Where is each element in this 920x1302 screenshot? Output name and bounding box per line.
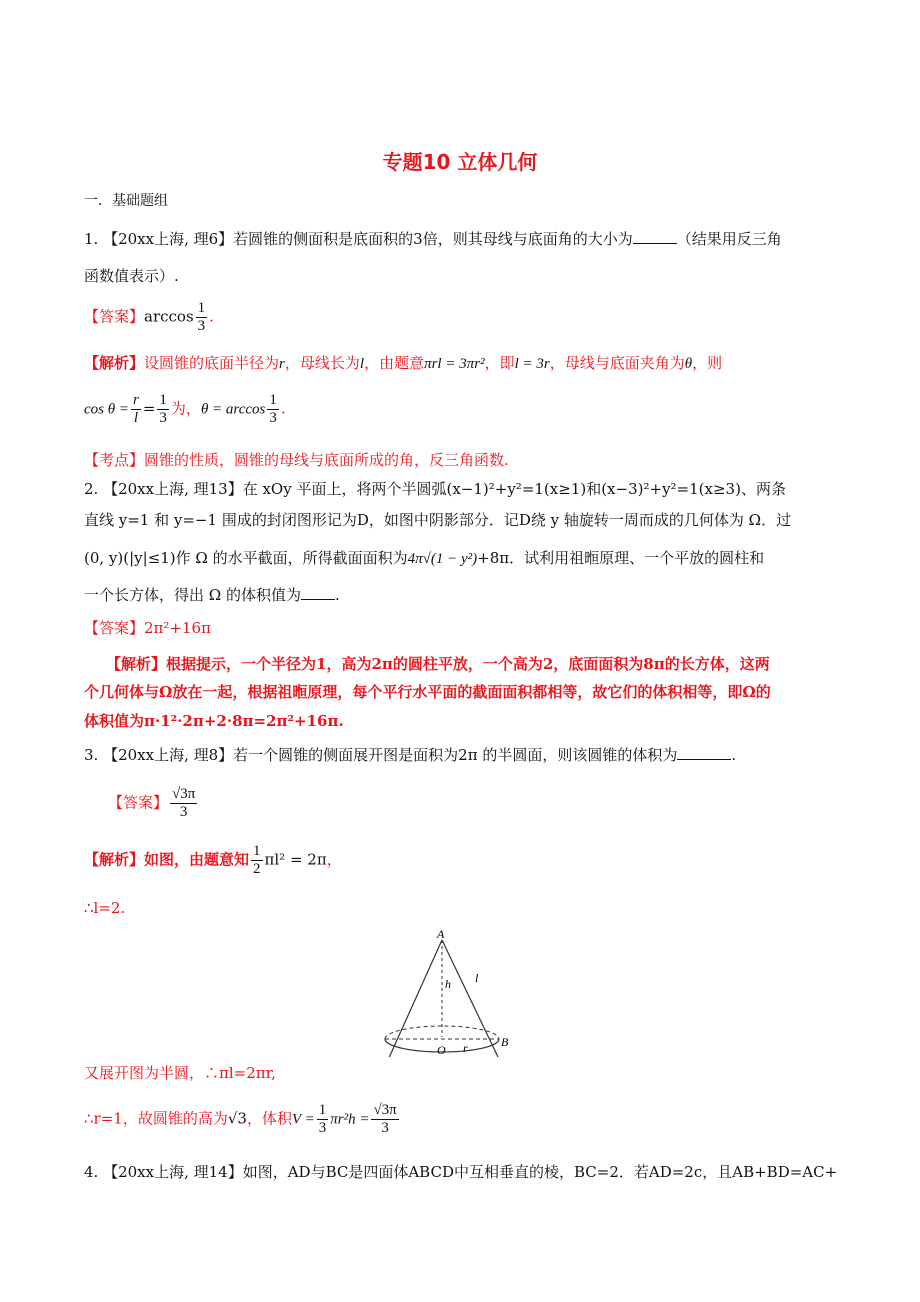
denominator: 3 bbox=[159, 410, 167, 426]
text: 根据提示，一个半径为1，高为2π的圆柱平放，一个高为2，底面面积为8π的长方体，这两 bbox=[166, 655, 770, 673]
point-text: 圆锥的性质，圆锥的母线与底面所成的角，反三角函数. bbox=[144, 451, 509, 469]
text: ∴r=1，故圆锥的高为 bbox=[84, 1109, 228, 1128]
q2-line1: 2. 【20xx上海, 理13】在 xOy 平面上，将两个半圆弧(x−1)²+y²=1(x≥1)和(x−3)²+y²=1(x≥3)、两条 bbox=[84, 480, 786, 498]
q3-answer bbox=[108, 786, 199, 821]
text: . bbox=[334, 586, 340, 604]
q1-stem-b: （结果用反三角 bbox=[676, 230, 782, 248]
math: 4π√(1 − y²) bbox=[407, 551, 478, 567]
answer-text: arccos bbox=[144, 307, 194, 326]
denominator: 3 bbox=[179, 804, 188, 820]
answer-blank bbox=[633, 229, 677, 244]
text: (0, y)(|y|≤1)作 Ω 的水平截面，所得截面面积为 bbox=[84, 549, 408, 567]
denominator: 3 bbox=[197, 318, 206, 334]
q1-stem-a: 1. 【20xx上海, 理6】若圆锥的侧面积是底面积的3倍，则其母线与底面角的大小为 bbox=[84, 230, 633, 248]
q3-therefore-l: ∴l=2. bbox=[84, 899, 126, 917]
math: πl² = 2π bbox=[264, 850, 327, 869]
page-title: 专题10 立体几何 bbox=[382, 150, 538, 174]
text: 3. 【20xx上海, 理8】若一个圆锥的侧面展开图是面积为2π 的半圆面，则该圆锥的体积为 bbox=[84, 746, 678, 764]
fraction bbox=[196, 300, 208, 335]
label-A: A bbox=[437, 927, 445, 941]
cone-figure bbox=[375, 922, 525, 1057]
denominator: 2 bbox=[253, 861, 261, 877]
numerator: 1 bbox=[318, 1102, 327, 1118]
q3-semicircle-line: 又展开图为半圆，∴πl=2πr, bbox=[84, 1064, 276, 1082]
fraction bbox=[131, 392, 141, 427]
text: 为， bbox=[170, 399, 201, 418]
numerator: r bbox=[133, 392, 139, 408]
q1-cos-line: cos θ = $\frac{r}{l}$ = $\frac{1}{3}$ 为，θ = arccos $\frac{1}{3}$ . bbox=[84, 392, 286, 426]
math: r bbox=[279, 356, 285, 372]
q3-volume-line bbox=[84, 1102, 401, 1137]
q1-stem bbox=[84, 229, 782, 249]
answer-label: 【答案】 bbox=[108, 793, 169, 812]
answer-text: 2π²+16π bbox=[144, 619, 211, 637]
q1-stem-cont: 函数值表示）. bbox=[84, 267, 179, 285]
text: ， bbox=[326, 850, 342, 869]
q2-analysis-3: 体积值为π·1²·2π+2·8π=2π²+16π. bbox=[84, 712, 344, 730]
text: 如图，由题意知 bbox=[144, 850, 250, 869]
denominator: l bbox=[133, 410, 138, 426]
label-h: h bbox=[445, 977, 451, 991]
point-label: 【考点】 bbox=[84, 451, 145, 469]
q2-answer bbox=[84, 618, 211, 638]
math: l bbox=[359, 356, 365, 372]
numerator: 1 bbox=[197, 300, 206, 316]
q2-analysis-2: 个几何体与Ω放在一起，根据祖暅原理，每个平行水平面的截面面积都相等，故它们的体积相等，即Ω的 bbox=[84, 683, 771, 701]
denominator: 3 bbox=[381, 1120, 389, 1136]
label-l: l bbox=[475, 971, 479, 985]
math: θ bbox=[684, 356, 693, 372]
fraction bbox=[251, 843, 263, 878]
math: πrl = 3πr² bbox=[424, 356, 485, 372]
text: ，体积 bbox=[246, 1109, 292, 1128]
numerator: 1 bbox=[159, 392, 167, 408]
label-B: B bbox=[501, 1035, 509, 1049]
answer-label: 【答案】 bbox=[84, 619, 145, 637]
text: . bbox=[731, 746, 737, 764]
q2-line4 bbox=[84, 585, 340, 605]
numerator: √3π bbox=[172, 786, 196, 802]
text: ，即 bbox=[484, 354, 515, 372]
q1-answer: 【答案】arccos $\frac{1}{3}$ . bbox=[84, 300, 214, 334]
fraction bbox=[170, 786, 197, 821]
math: √3 bbox=[227, 1109, 247, 1128]
answer-blank bbox=[301, 585, 335, 600]
label-r: r bbox=[463, 1041, 468, 1055]
q2-line2: 直线 y=1 和 y=−1 围成的封闭图形记为D，如图中阴影部分．记D绕 y 轴旋转一周而成的几何体为 Ω．过 bbox=[84, 511, 792, 529]
q2-line3 bbox=[84, 548, 764, 569]
analysis-label: 【解析】 bbox=[84, 850, 145, 869]
denominator: 3 bbox=[318, 1120, 327, 1136]
text: 一个长方体，得出 Ω 的体积值为 bbox=[84, 586, 301, 604]
numerator: 1 bbox=[269, 392, 277, 408]
label-O: O bbox=[437, 1043, 446, 1057]
text: 设圆锥的底面半径为 bbox=[144, 354, 280, 372]
numerator: 1 bbox=[253, 843, 261, 859]
q4-stem: 4. 【20xx上海, 理14】如图，AD与BC是四面体ABCD中互相垂直的棱，BC=2．若AD=2c，且AB+BD=AC+ bbox=[84, 1163, 838, 1181]
q1-analysis bbox=[84, 353, 722, 374]
math: θ = arccos bbox=[200, 401, 266, 418]
math: πr²h = bbox=[330, 1111, 370, 1128]
math: cos θ = bbox=[84, 401, 129, 418]
denominator: 3 bbox=[269, 410, 277, 426]
section-heading: 一．基础题组 bbox=[84, 193, 168, 209]
numerator: √3π bbox=[373, 1102, 397, 1118]
analysis-label: 【解析】 bbox=[84, 354, 145, 372]
text: +8π．试利用祖暅原理、一个平放的圆柱和 bbox=[477, 549, 765, 567]
q1-point bbox=[84, 450, 509, 470]
text: ，母线长为 bbox=[284, 354, 360, 372]
math: V = bbox=[291, 1111, 315, 1128]
q3-stem bbox=[84, 745, 736, 765]
fraction bbox=[317, 1102, 329, 1137]
text: ，由题意 bbox=[364, 354, 425, 372]
fraction bbox=[157, 392, 169, 427]
answer-blank bbox=[677, 745, 731, 760]
answer-label: 【答案】 bbox=[84, 307, 145, 326]
fraction bbox=[267, 392, 279, 427]
math: = bbox=[142, 399, 156, 418]
q2-analysis-1 bbox=[106, 654, 770, 674]
fraction bbox=[371, 1102, 398, 1137]
text: ，母线与底面夹角为 bbox=[549, 354, 685, 372]
q3-analysis bbox=[84, 843, 342, 878]
text: ，则 bbox=[692, 354, 723, 372]
math: l = 3r bbox=[514, 356, 550, 372]
analysis-label: 【解析】 bbox=[106, 655, 167, 673]
